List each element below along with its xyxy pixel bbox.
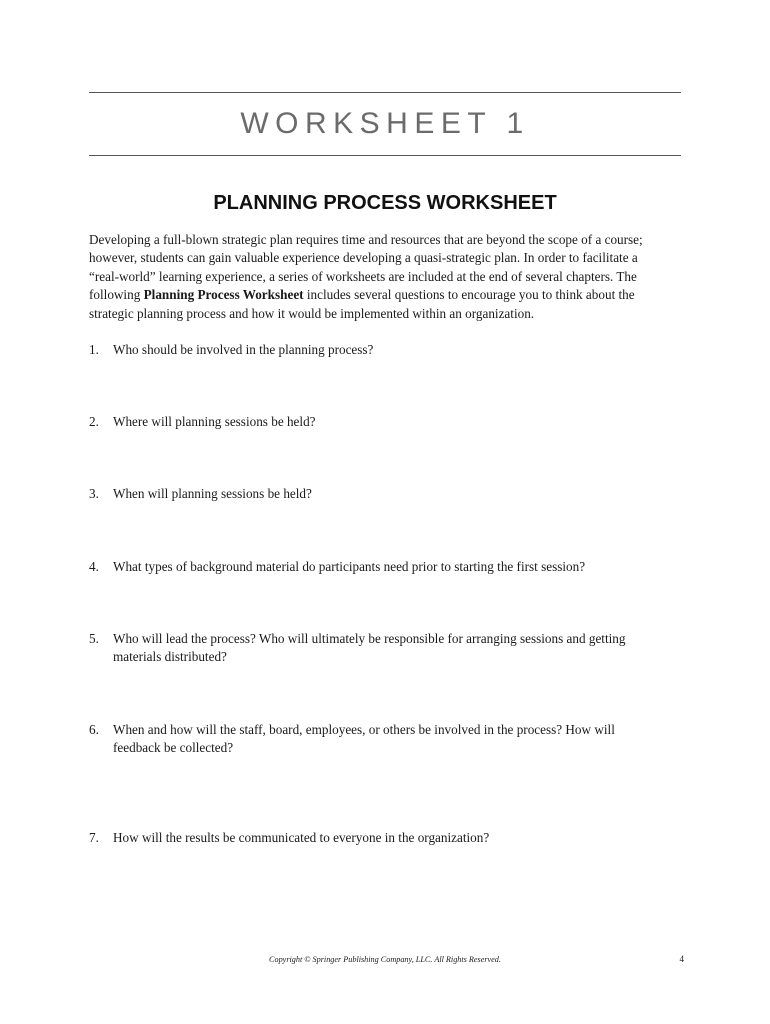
question-line: feedback be collected? bbox=[113, 740, 234, 756]
question-number: 2. bbox=[89, 414, 99, 429]
question-number: 1. bbox=[89, 342, 99, 357]
intro-line bbox=[89, 286, 685, 304]
question-number: 6. bbox=[89, 722, 99, 737]
question-line: When and how will the staff, board, employees, or others be involved in the process? How will bbox=[113, 722, 615, 737]
question-text bbox=[113, 485, 683, 503]
question-text bbox=[113, 721, 683, 758]
question-line: Who will lead the process? Who will ultimately be responsible for arranging sessions and getting bbox=[113, 631, 626, 646]
question-text bbox=[113, 630, 683, 667]
worksheet-label: WORKSHEET 1 bbox=[240, 107, 530, 140]
question-text bbox=[113, 558, 683, 576]
intro-text: includes several questions to encourage you to think about the bbox=[303, 287, 635, 303]
question-line: Where will planning sessions be held? bbox=[113, 414, 316, 429]
top-divider bbox=[89, 92, 681, 93]
intro-line: Developing a full-blown strategic plan requires time and resources that are beyond the scope of a course; bbox=[89, 232, 643, 247]
intro-text: following bbox=[89, 287, 144, 303]
question-line: When will planning sessions be held? bbox=[113, 486, 312, 501]
question-line: Who should be involved in the planning process? bbox=[113, 342, 374, 357]
worksheet-name-bold: Planning Process Worksheet bbox=[143, 287, 304, 303]
copyright-footer: Copyright © Springer Publishing Company, LLC. All Rights Reserved. bbox=[269, 955, 501, 964]
question-line: What types of background material do participants need prior to starting the first session? bbox=[113, 559, 586, 574]
page-number: 4 bbox=[679, 954, 684, 964]
question-line: How will the results be communicated to everyone in the organization? bbox=[113, 830, 490, 845]
question-text bbox=[113, 413, 683, 431]
question-line: materials distributed? bbox=[113, 649, 227, 665]
question-number: 4. bbox=[89, 559, 99, 574]
question-text bbox=[113, 341, 683, 359]
intro-line: however, students can gain valuable experience developing a quasi-strategic plan. In order to facilitate a bbox=[89, 250, 638, 266]
question-number: 5. bbox=[89, 631, 99, 646]
bottom-divider bbox=[89, 155, 681, 156]
intro-paragraph bbox=[89, 231, 685, 323]
intro-line: “real-world” learning experience, a series of worksheets are included at the end of several chapters. The bbox=[89, 268, 637, 284]
question-number: 7. bbox=[89, 830, 99, 845]
question-number: 3. bbox=[89, 486, 99, 501]
page-title: PLANNING PROCESS WORKSHEET bbox=[213, 192, 557, 214]
question-text bbox=[113, 829, 683, 847]
intro-line: strategic planning process and how it would be implemented within an organization. bbox=[89, 305, 535, 321]
